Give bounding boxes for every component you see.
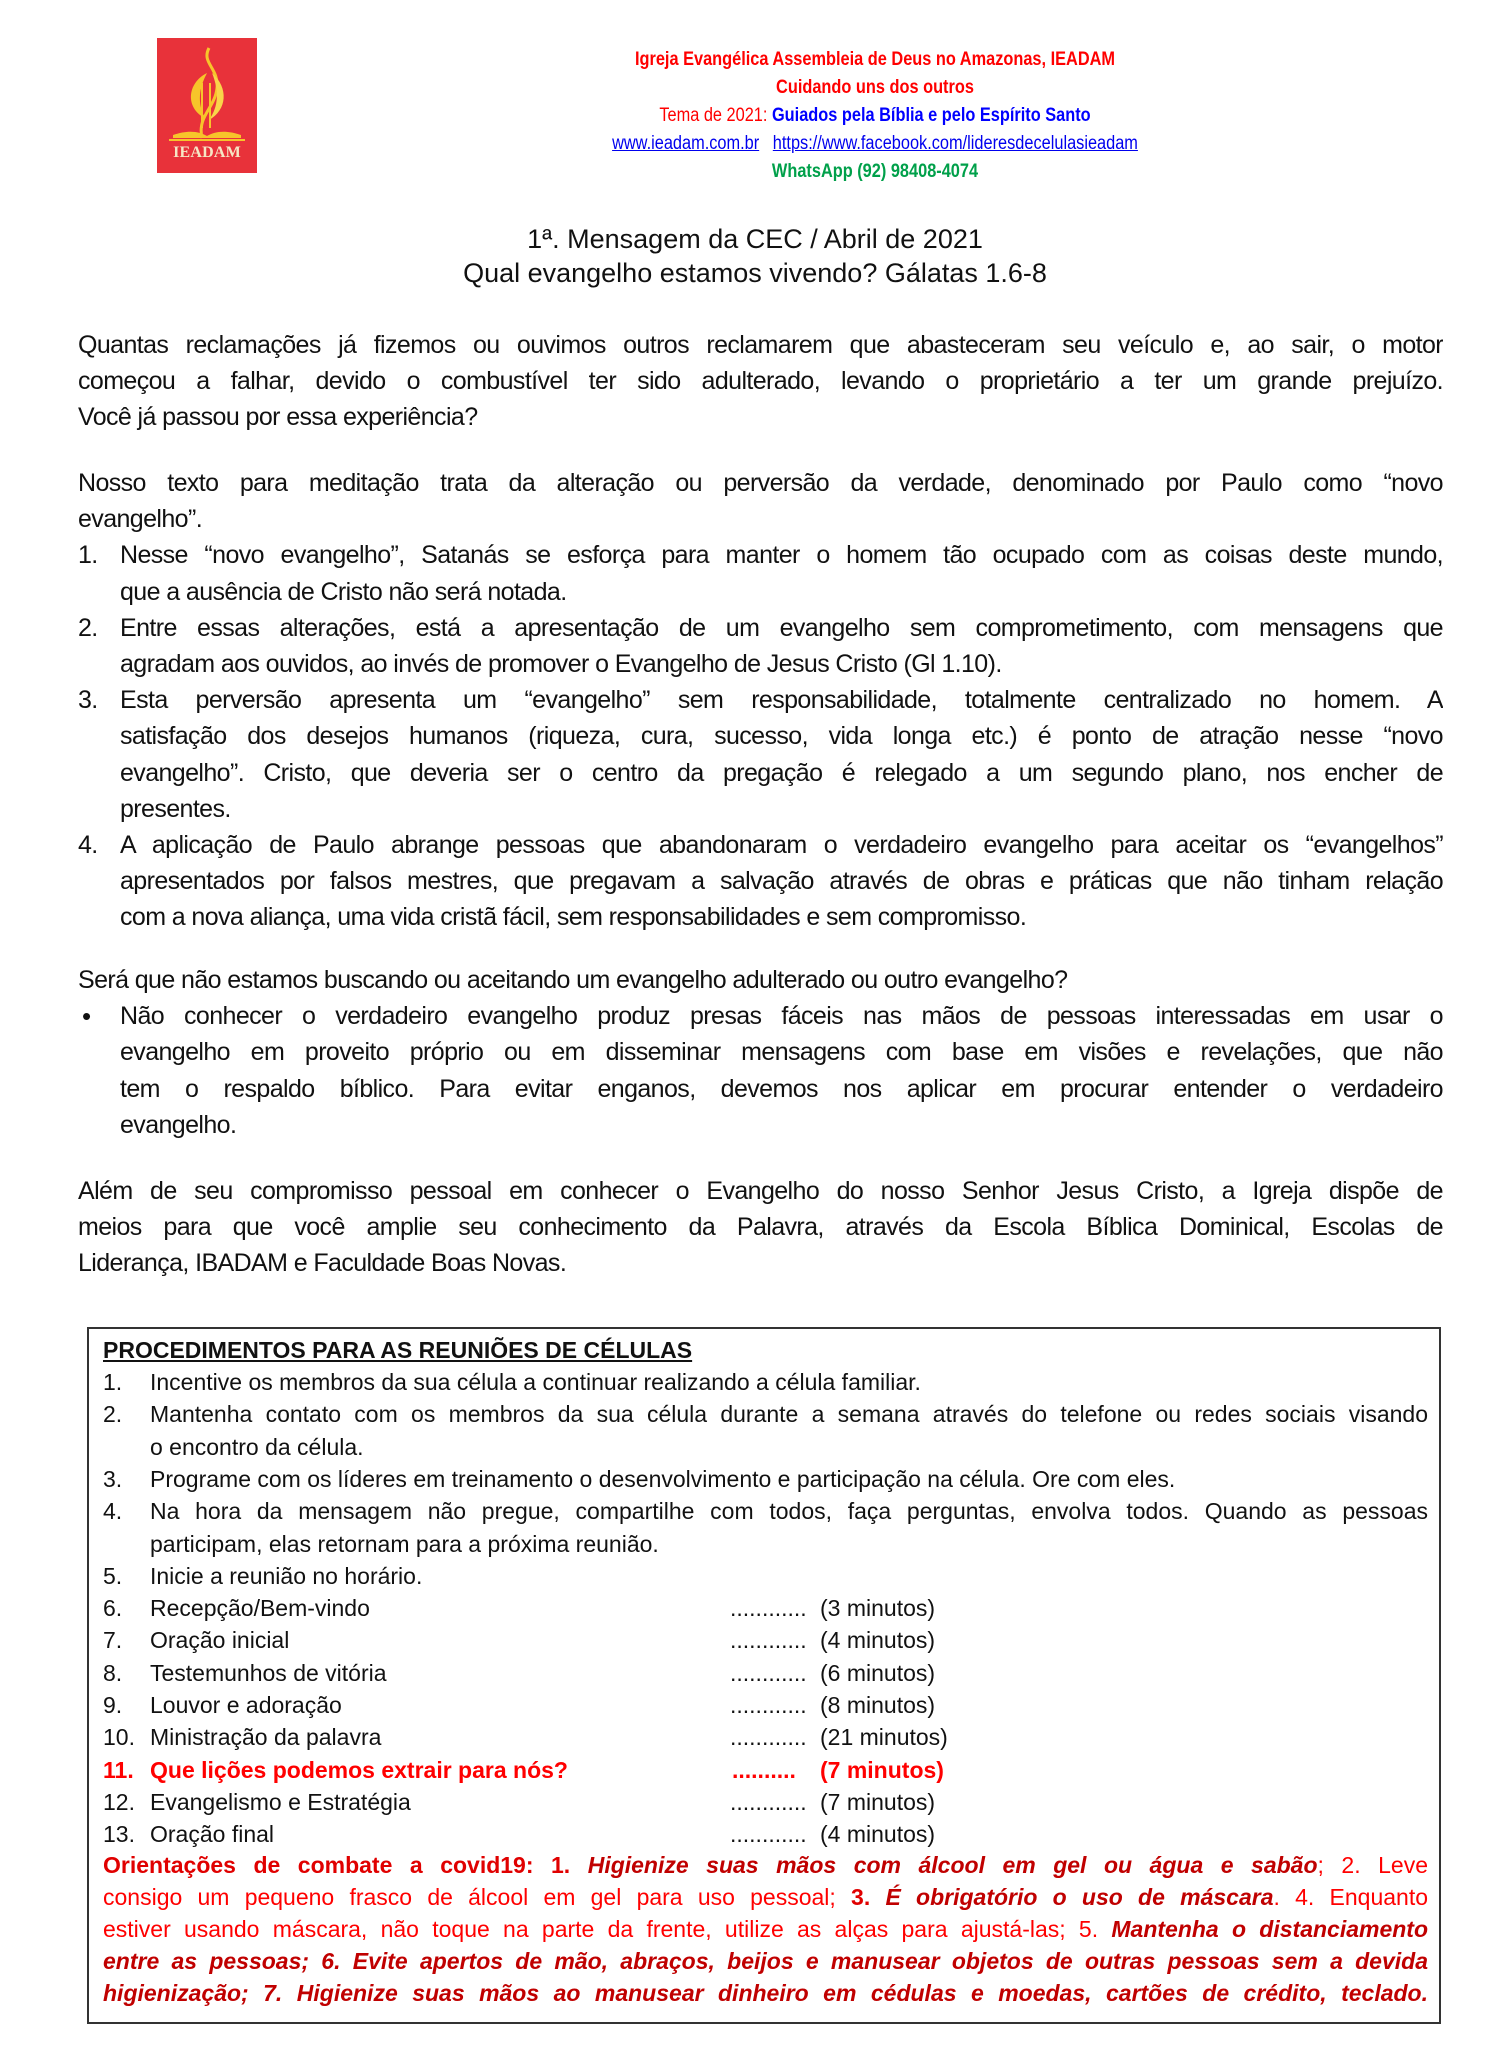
schedule-label: Recepção/Bem-vindo xyxy=(150,1595,370,1622)
schedule-number: 8. xyxy=(103,1659,123,1686)
schedule-dots: ............ xyxy=(730,1788,807,1815)
church-name: Igreja Evangélica Assembleia de Deus no Amazonas, IEADAM xyxy=(634,49,1116,70)
intro-line: Quantas reclamações já fizemos ou ouvimos outros reclamarem que abasteceram seu veículo e, ao sair, o motor xyxy=(78,331,1443,359)
schedule-number: 10. xyxy=(103,1724,135,1751)
procedure-number: 2. xyxy=(103,1401,123,1428)
list-item-line: Nesse “novo evangelho”, Satanás se esforça para manter o homem tão ocupado com as coisas deste mundo, xyxy=(120,541,1443,570)
covid-text: . 4. Enquanto xyxy=(1273,1884,1428,1910)
procedure-text: o encontro da célula. xyxy=(150,1433,364,1460)
list-item-line: evangelho”. Cristo, que deveria ser o centro da pregação é relegado a um segundo plano, nos encher de xyxy=(120,758,1443,787)
schedule-dots: ............ xyxy=(730,1595,807,1622)
whatsapp-contact: WhatsApp (92) 98408-4074 xyxy=(771,161,979,182)
schedule-dots: ............ xyxy=(730,1659,807,1686)
links-line xyxy=(381,130,1370,158)
list-item-line: apresentados por falsos mestres, que pregavam a salvação através de obras e práticas que não tinham relação xyxy=(120,867,1443,896)
message-subtitle: Qual evangelho estamos vivendo? Gálatas 1.6-8 xyxy=(463,258,1047,288)
list-number: 1. xyxy=(78,541,98,570)
closing-line: Além de seu compromisso pessoal em conhecer o Evangelho do nosso Senhor Jesus Cristo, a Igreja dispõe de xyxy=(78,1177,1443,1205)
procedure-text: Incentive os membros da sua célula a continuar realizando a célula familiar. xyxy=(150,1369,921,1395)
meditation-line: Nosso texto para meditação trata da alteração ou perversão da verdade, denominado por Paulo como “novo xyxy=(78,469,1443,497)
facebook-link[interactable]: https://www.facebook.com/lideresdecelulasieadam xyxy=(772,133,1138,154)
list-number: 4. xyxy=(78,831,98,859)
schedule-time: (3 minutos) xyxy=(820,1595,936,1622)
list-item-line: Esta perversão apresenta um “evangelho” sem responsabilidade, totalmente centralizado no homem. A xyxy=(120,686,1443,715)
bullet-icon: • xyxy=(82,1001,92,1032)
schedule-dots: ............ xyxy=(730,1724,807,1751)
list-number: 3. xyxy=(78,686,98,715)
theme-text: Guiados pela Bíblia e pelo Espírito Santo xyxy=(771,105,1091,126)
covid-text: ; 2. Leve xyxy=(1317,1852,1428,1878)
intro-line: Você já passou por essa experiência? xyxy=(78,403,478,432)
procedure-text: Mantenha contato com os membros da sua célula durante a semana através do telefone ou redes sociais visando xyxy=(150,1401,1428,1428)
covid-rule-3: É obrigatório o uso de máscara xyxy=(885,1884,1274,1910)
logo-text: IEADAM xyxy=(173,144,241,161)
schedule-time: (21 minutos) xyxy=(820,1724,948,1751)
schedule-number: 12. xyxy=(103,1788,135,1815)
intro-line: começou a falhar, devido o combustível ter sido adulterado, levando o proprietário a ter um grande prejuízo. xyxy=(78,367,1443,396)
list-item-line: Entre essas alterações, está a apresentação de um evangelho sem comprometimento, com mensagens que xyxy=(120,613,1443,642)
schedule-dots: ............ xyxy=(730,1821,807,1848)
covid-rule-6: entre as pessoas; 6. Evite apertos de mão, abraços, beijos e manusear objetos de outras pessoas sem a devida xyxy=(103,1948,1428,1974)
schedule-number: 11. xyxy=(103,1756,134,1783)
procedure-text: Programe com os líderes em treinamento o desenvolvimento e participação na célula. Ore com eles. xyxy=(150,1465,1176,1492)
bullet-line: tem o respaldo bíblico. Para evitar enganos, devemos nos aplicar em procurar entender o verdadeiro xyxy=(120,1074,1443,1103)
covid-rule-4: estiver usando máscara, não toque na parte da frente, utilize as alças para ajustá-las; 5. xyxy=(103,1916,1112,1942)
list-item-line: que a ausência de Cristo não será notada. xyxy=(120,577,567,606)
website-link[interactable]: www.ieadam.com.br xyxy=(612,133,760,154)
list-item-line: agradam aos ouvidos, ao invés de promover o Evangelho de Jesus Cristo (Gl 1.10). xyxy=(120,650,1002,678)
list-item-line: presentes. xyxy=(120,794,231,823)
covid-heading: Orientações de combate a covid19: 1. xyxy=(103,1852,588,1878)
schedule-time: (6 minutos) xyxy=(820,1659,936,1686)
question-text: Será que não estamos buscando ou aceitando um evangelho adulterado ou outro evangelho? xyxy=(78,966,1068,994)
procedure-number: 1. xyxy=(103,1369,123,1395)
ieadam-logo xyxy=(157,38,257,173)
schedule-time: (8 minutos) xyxy=(820,1692,936,1718)
closing-line: Liderança, IBADAM e Faculdade Boas Novas. xyxy=(78,1249,567,1278)
covid-rule-7: higienização; 7. Higienize suas mãos ao manusear dinheiro em cédulas e moedas, cartões de crédito, teclado. xyxy=(103,1980,1428,2006)
schedule-time: (4 minutos) xyxy=(820,1627,936,1654)
theme-line xyxy=(381,102,1370,130)
schedule-dots: ............ xyxy=(730,1627,807,1654)
schedule-time: (7 minutos) xyxy=(820,1756,944,1783)
procedure-text: Inicie a reunião no horário. xyxy=(150,1562,423,1589)
covid-line xyxy=(103,1945,1428,1977)
schedule-number: 6. xyxy=(103,1595,123,1622)
schedule-dots: .......... xyxy=(732,1756,796,1783)
schedule-label: Oração inicial xyxy=(150,1627,290,1654)
bullet-line: evangelho em proveito próprio ou em disseminar mensagens com base em visões e revelações, que não xyxy=(120,1038,1443,1067)
procedure-number: 4. xyxy=(103,1498,123,1525)
procedure-number: 3. xyxy=(103,1465,123,1492)
covid-line xyxy=(103,1881,1428,1913)
schedule-number: 9. xyxy=(103,1692,123,1718)
schedule-label: Evangelismo e Estratégia xyxy=(150,1788,411,1815)
theme-prefix: Tema de 2021: xyxy=(659,105,772,126)
closing-line: meios para que você amplie seu conhecimento da Palavra, através da Escola Bíblica Dominical, Escolas de xyxy=(78,1213,1443,1242)
covid-line xyxy=(103,1849,1428,1881)
covid-rule-1: Higienize suas mãos com álcool em gel ou água e sabão xyxy=(587,1852,1318,1878)
bullet-line: Não conhecer o verdadeiro evangelho produz presas fáceis nas mãos de pessoas interessadas em usar o xyxy=(120,1002,1443,1031)
schedule-label: Ministração da palavra xyxy=(150,1724,382,1751)
schedule-label: Louvor e adoração xyxy=(150,1692,342,1718)
meditation-line: evangelho”. xyxy=(78,505,203,534)
procedure-number: 5. xyxy=(103,1562,123,1589)
procedure-text: participam, elas retornam para a próxima reunião. xyxy=(150,1530,659,1557)
schedule-dots: ............ xyxy=(730,1692,807,1718)
list-item-line: satisfação dos desejos humanos (riqueza, cura, sucesso, vida longa etc.) é ponto de atração nesse “novo xyxy=(120,722,1443,751)
covid-num: 3. xyxy=(851,1884,886,1910)
schedule-label: Oração final xyxy=(150,1821,275,1848)
list-item-line: A aplicação de Paulo abrange pessoas que abandonaram o verdadeiro evangelho para aceitar os “evangelhos” xyxy=(120,831,1443,859)
covid-rule-5: Mantenha o distanciamento xyxy=(1111,1916,1428,1942)
schedule-number: 7. xyxy=(103,1627,123,1654)
schedule-time: (7 minutos) xyxy=(820,1788,936,1815)
bullet-line: evangelho. xyxy=(120,1110,237,1139)
schedule-time: (4 minutos) xyxy=(820,1821,936,1848)
message-title: 1ª. Mensagem da CEC / Abril de 2021 xyxy=(527,224,983,254)
motto: Cuidando uns dos outros xyxy=(776,77,974,98)
schedule-number: 13. xyxy=(103,1821,135,1848)
schedule-label: Que lições podemos extrair para nós? xyxy=(150,1756,568,1783)
list-number: 2. xyxy=(78,613,98,642)
covid-rule-2: consigo um pequeno frasco de álcool em gel para uso pessoal; xyxy=(103,1884,852,1910)
procedures-heading: PROCEDIMENTOS PARA AS REUNIÕES DE CÉLULAS xyxy=(103,1337,693,1363)
covid-line xyxy=(103,1977,1428,2009)
list-item-line: com a nova aliança, uma vida cristã fácil, sem responsabilidades e sem compromisso. xyxy=(120,903,1027,932)
schedule-label: Testemunhos de vitória xyxy=(150,1659,387,1686)
covid-line xyxy=(103,1913,1428,1945)
procedure-text: Na hora da mensagem não pregue, compartilhe com todos, faça perguntas, envolva todos. Quando as pessoas xyxy=(150,1498,1428,1525)
